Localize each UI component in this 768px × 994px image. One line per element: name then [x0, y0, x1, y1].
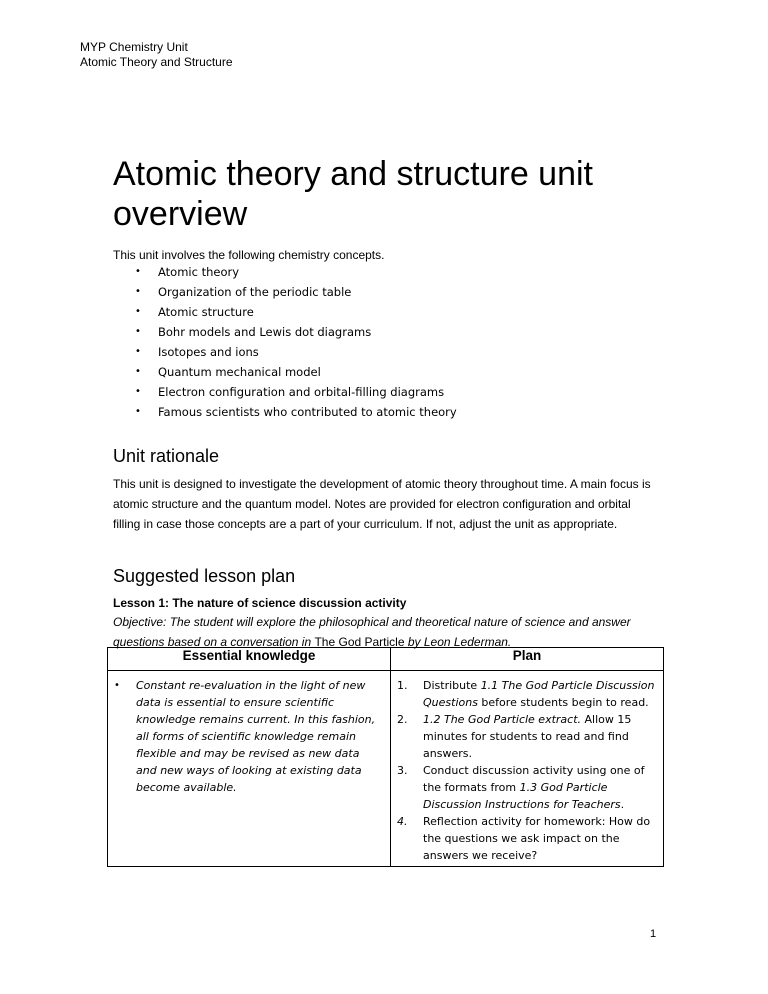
lesson-table: [107, 647, 664, 867]
page-number: 1: [650, 928, 657, 940]
section-heading-rationale: Unit rationale: [113, 446, 220, 466]
plan-step: 3. Conduct discussion activity using one of the formats from 1.3 God Particle Discussion Instructions for Teachers.: [397, 764, 645, 811]
bullet-icon: •: [114, 680, 120, 691]
bullet-icon: •: [135, 366, 141, 377]
bullet-icon: •: [135, 326, 141, 337]
plan-step: 4. Reflection activity for homework: How do the questions we ask impact on the answers we receive?: [397, 815, 651, 862]
essential-knowledge-text: Constant re-evaluation in the light of new data is essential to ensure scientific knowledge remains current. In this fashion, all forms of scientific knowledge remain flexible and may be revised as new data and new ways of looking at existing data become available.: [136, 679, 376, 794]
lesson-title: Lesson 1: The nature of science discussion activity: [113, 596, 407, 610]
bullet-icon: •: [135, 306, 141, 317]
column-header-plan: Plan: [391, 648, 664, 671]
bullet-icon: •: [135, 386, 141, 397]
plan-step: 1. Distribute 1.1 The God Particle Discussion Questions before students begin to read.: [397, 679, 655, 709]
bullet-icon: •: [135, 286, 141, 297]
rationale-text: This unit is designed to investigate the development of atomic theory throughout time. A main focus is atomic structure and the quantum model. Notes are provided for electron configuration and orbital filling in case those concepts are a part of your curriculum. If not, adjust the unit as appropriate.: [113, 477, 651, 531]
list-item: • Organization of the periodic table: [113, 282, 457, 302]
intro-text: This unit involves the following chemistry concepts.: [113, 248, 385, 262]
table-row: [108, 671, 664, 867]
lesson-objective: Objective: The student will explore the philosophical and theoretical nature of science and answer questions based on a conversation in The God Particle by Leon Lederman.: [113, 615, 631, 649]
page-header: [80, 40, 233, 70]
list-item: • Atomic structure: [113, 302, 457, 322]
list-item: • Bohr models and Lewis dot diagrams: [113, 322, 457, 342]
column-header-essential-knowledge: Essential knowledge: [108, 648, 391, 671]
list-item: • Electron configuration and orbital-filling diagrams: [113, 382, 457, 402]
bullet-icon: •: [135, 346, 141, 357]
plan-step: 2. 1.2 The God Particle extract. Allow 15 minutes for students to read and find answers.: [397, 713, 632, 760]
plan-cell: [391, 671, 664, 867]
list-item: • Atomic theory: [113, 262, 457, 282]
list-item: • Famous scientists who contributed to atomic theory: [113, 402, 457, 422]
plan-steps: [395, 677, 655, 864]
concept-list: [113, 262, 457, 422]
book-title: The God Particle: [314, 635, 405, 649]
table-header-row: [108, 648, 664, 671]
header-course: MYP Chemistry Unit: [80, 40, 188, 54]
bullet-icon: •: [135, 266, 141, 277]
header-unit: Atomic Theory and Structure: [80, 55, 233, 69]
section-heading-lesson-plan: Suggested lesson plan: [113, 566, 296, 586]
list-item: • Isotopes and ions: [113, 342, 457, 362]
bullet-icon: •: [135, 406, 141, 417]
essential-knowledge-cell: [108, 671, 391, 867]
page-title: Atomic theory and structure unit overview: [113, 155, 594, 233]
list-item: • Quantum mechanical model: [113, 362, 457, 382]
